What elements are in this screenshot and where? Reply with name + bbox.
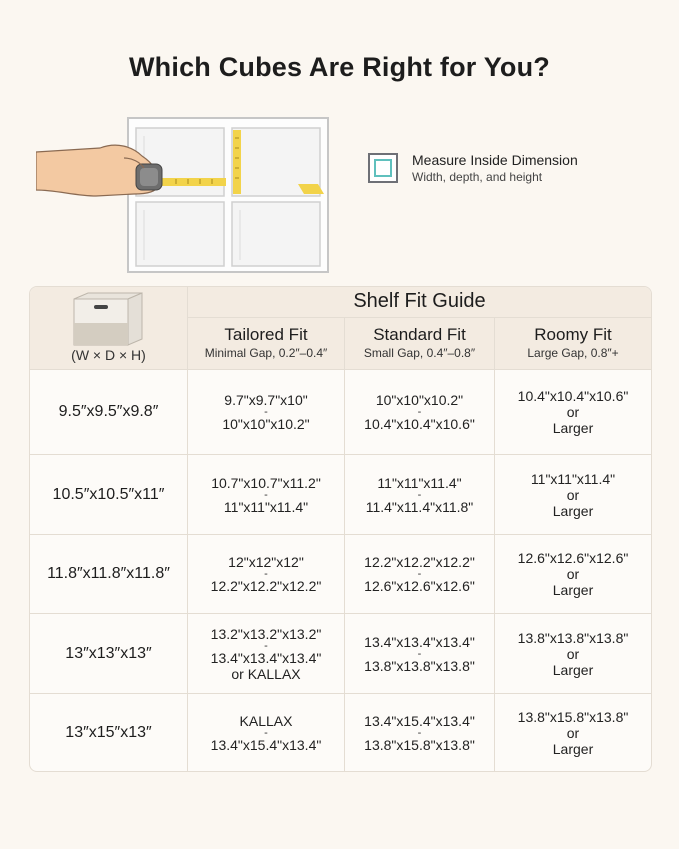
shelf-dimension: 13.8"x13.8"x13.8" [364,657,475,674]
cube-size-cell [30,694,188,771]
shelf-dimension: 12.2"x12.2"x12.2" [210,578,322,594]
storage-cube-icon [68,291,148,347]
range-dash: - [417,647,422,660]
column-header-roomy: Roomy Fit Large Gap, 0.8″+ [527,325,619,360]
column-header-tailored: Tailored Fit Minimal Gap, 0.2″–0.4″ [188,318,345,370]
range-dash: - [264,639,268,652]
shelf-dimension: 13.4"x13.4"x13.4" [364,633,475,650]
range-dash: - [417,406,422,418]
shelf-dimension: 11"x11"x11.4" [530,470,616,487]
legend-subtitle: Width, depth, and height [412,170,543,184]
range-dash: - [264,488,268,501]
shelf-dimension: or [566,486,580,503]
cube-size: 13″x13″x13″ [65,644,152,662]
shelf-dimension: 11"x11"x11.4" [223,498,309,515]
shelf-dimension: Larger [552,740,594,757]
range-dash: - [264,568,268,580]
tailored-fit-cell [188,535,345,613]
standard-fit-cell [345,694,495,771]
shelf-dimension: Larger [552,582,594,598]
shelf-dimension: 13.4"x13.4"x13.4" [210,649,322,666]
table-row [30,694,651,771]
cube-size-cell [30,535,188,613]
shelf-dimension: 9.7"x9.7"x10" [224,392,308,408]
shelf-dimension: or [566,404,580,420]
shelf-dimension: 13.8"x15.8"x13.8" [517,708,629,725]
guide-header [188,287,651,370]
standard-fit-cell [345,614,495,693]
inside-dimension-icon [368,153,398,183]
shelf-dimension: 12"x12"x12" [228,554,304,570]
cube-size: 9.5″x9.5″x9.8″ [58,403,159,420]
roomy-fit-cell [495,455,651,534]
shelf-dimension: or [566,645,580,662]
cube-size-cell [30,370,188,454]
shelf-dimension: 13.8"x13.8"x13.8" [517,629,629,646]
tailored-fit-cell [188,694,345,771]
shelf-dimension: 10"x10"x10.2" [222,416,310,432]
range-dash: - [417,488,422,501]
cube-size-cell [30,614,188,693]
shelf-dimension: 13.2"x13.2"x13.2" [210,625,322,642]
vertical-tape-icon [233,130,241,194]
tailored-fit-cell [188,455,345,534]
range-dash: - [417,726,422,739]
shelf-dimension: 13.4"x15.4"x13.4" [210,736,322,753]
dimension-label: (W × D × H) [71,347,146,363]
shelf-measuring-illustration [36,112,336,276]
legend-title: Measure Inside Dimension [412,152,578,168]
tailored-fit-cell [188,614,345,693]
shelf-dimension: 12.6"x12.6"x12.6" [517,550,629,566]
shelf-dimension: 13.8"x15.8"x13.8" [364,736,475,753]
range-dash: - [264,726,268,739]
cube-size: 10.5″x10.5″x11″ [52,485,165,503]
shelf-dimension: 11.4"x11.4"x11.8" [365,498,474,515]
tailored-fit-cell [188,370,345,454]
shelf-dimension: 11"x11"x11.4" [377,474,462,491]
shelf-fit-table [29,286,652,772]
horizontal-tape-icon [160,178,226,186]
roomy-fit-cell [495,535,651,613]
shelf-dimension: Larger [552,502,594,519]
table-row [30,614,651,694]
shelf-dimension: or [566,724,580,741]
guide-title: Shelf Fit Guide [353,290,486,312]
table-row [30,535,651,614]
shelf-dimension: 10.4"x10.4"x10.6" [364,416,475,432]
shelf-dimension: 10"x10"x10.2" [375,392,464,408]
shelf-dimension: 10.4"x10.4"x10.6" [517,388,629,404]
shelf-dimension: 10.7"x10.7"x11.2" [211,474,321,491]
standard-fit-cell [345,370,495,454]
shelf-dimension: Larger [552,661,594,678]
table-row [30,455,651,535]
roomy-fit-cell [495,694,651,771]
table-row [30,370,651,455]
cube-size: 13″x15″x13″ [65,723,152,741]
shelf-dimension: or KALLAX [231,665,301,682]
shelf-dimension: Larger [552,420,594,436]
shelf-dimension: or [566,566,580,582]
standard-fit-cell [345,535,495,613]
cube-shelf-icon [128,118,328,272]
roomy-fit-cell [495,370,651,454]
shelf-dimension: 12.6"x12.6"x12.6" [364,578,475,594]
shelf-dimension: KALLAX [239,712,293,729]
range-dash: - [417,568,422,580]
dimension-header [30,287,188,370]
legend [368,152,578,184]
cube-size: 11.8″x11.8″x11.8″ [47,565,170,582]
shelf-dimension: 12.2"x12.2"x12.2" [364,554,475,570]
column-header-standard: Standard Fit Small Gap, 0.4″–0.8″ [345,318,495,370]
range-dash: - [264,406,268,418]
cube-size-cell [30,455,188,534]
standard-fit-cell [345,455,495,534]
shelf-dimension: 13.4"x15.4"x13.4" [364,712,475,729]
page-title: Which Cubes Are Right for You? [129,52,550,82]
roomy-fit-cell [495,614,651,693]
